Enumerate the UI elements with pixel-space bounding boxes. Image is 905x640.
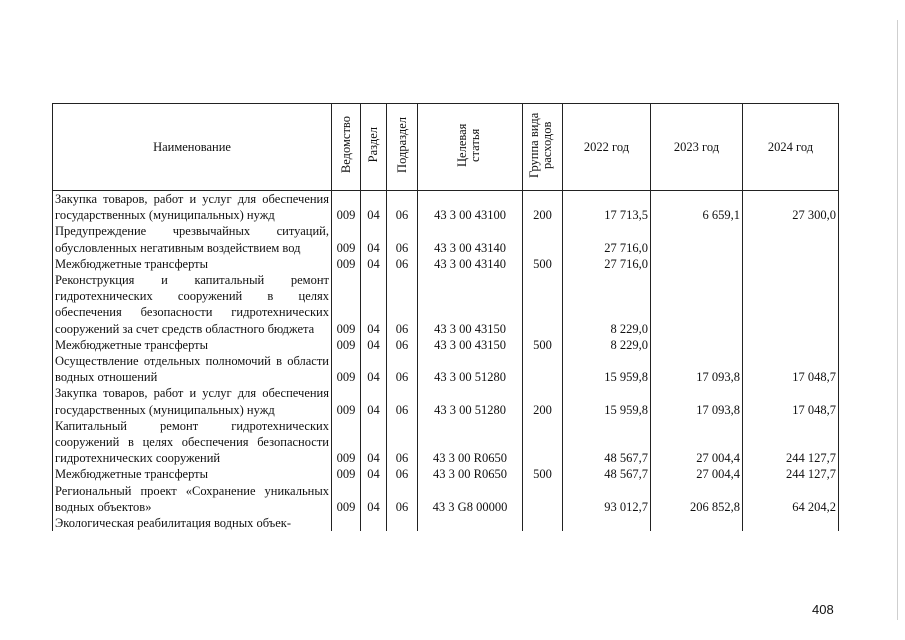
row-gruppa: 500: [523, 256, 563, 272]
row-2023: 6 659,1: [651, 191, 743, 224]
row-2024: [743, 223, 839, 255]
row-vedomstvo: 009: [332, 272, 361, 337]
budget-table: [52, 103, 839, 531]
header-row: [53, 104, 839, 191]
row-gruppa: [523, 353, 563, 385]
row-podrazdel: 06: [387, 272, 418, 337]
row-2023: 27 004,4: [651, 466, 743, 482]
row-2022: 48 567,7: [563, 418, 651, 467]
row-gruppa: 500: [523, 466, 563, 482]
header-celevaya-statya: Целевая статья: [418, 104, 523, 191]
row-name: Экологическая реабилитация водных объек-: [53, 515, 332, 531]
row-podrazdel: 06: [387, 385, 418, 417]
row-name: Межбюджетные трансферты: [53, 256, 332, 272]
row-podrazdel: 06: [387, 418, 418, 467]
row-podrazdel: 06: [387, 191, 418, 224]
row-celevaya-statya: 43 3 00 R0650: [418, 418, 523, 467]
table-row: [53, 418, 839, 467]
row-2024: 17 048,7: [743, 385, 839, 417]
row-2024: 27 300,0: [743, 191, 839, 224]
row-razdel: 04: [361, 256, 387, 272]
table-row: [53, 353, 839, 385]
row-razdel: 04: [361, 272, 387, 337]
header-vedomstvo: Ведомство: [332, 104, 361, 191]
row-podrazdel: [387, 515, 418, 531]
row-name: Региональный проект «Сохранение уникальных водных объектов»: [53, 483, 332, 515]
row-2023: [651, 515, 743, 531]
row-razdel: 04: [361, 466, 387, 482]
row-razdel: 04: [361, 191, 387, 224]
row-2023: [651, 256, 743, 272]
row-2023: 17 093,8: [651, 385, 743, 417]
table-row: [53, 337, 839, 353]
row-2024: [743, 256, 839, 272]
row-razdel: 04: [361, 353, 387, 385]
page-edge-rule: [897, 20, 898, 620]
row-celevaya-statya: [418, 515, 523, 531]
table-row: [53, 256, 839, 272]
row-2022: 27 716,0: [563, 256, 651, 272]
row-vedomstvo: 009: [332, 256, 361, 272]
row-celevaya-statya: 43 3 G8 00000: [418, 483, 523, 515]
row-celevaya-statya: 43 3 00 43150: [418, 272, 523, 337]
row-razdel: 04: [361, 337, 387, 353]
row-2024: 17 048,7: [743, 353, 839, 385]
row-celevaya-statya: 43 3 00 43100: [418, 191, 523, 224]
header-name: Наименование: [53, 104, 332, 191]
row-2024: [743, 272, 839, 337]
row-2023: 206 852,8: [651, 483, 743, 515]
row-2023: [651, 223, 743, 255]
row-name: Закупка товаров, работ и услуг для обеспечения государственных (муниципальных) нужд: [53, 385, 332, 417]
row-2024: 244 127,7: [743, 418, 839, 467]
row-name: Закупка товаров, работ и услуг для обеспечения государственных (муниципальных) нужд: [53, 191, 332, 224]
table-row: [53, 483, 839, 515]
header-2023: 2023 год: [651, 104, 743, 191]
row-2022: 93 012,7: [563, 483, 651, 515]
row-gruppa: [523, 272, 563, 337]
row-vedomstvo: 009: [332, 418, 361, 467]
row-name: Осуществление отдельных полномочий в области водных отношений: [53, 353, 332, 385]
row-name: Капитальный ремонт гидротехнических сооружений в целях обеспечения безопасности гидротехнических сооружений: [53, 418, 332, 467]
page-number: 408: [812, 602, 834, 617]
row-podrazdel: 06: [387, 466, 418, 482]
row-2022: 48 567,7: [563, 466, 651, 482]
row-gruppa: 500: [523, 337, 563, 353]
row-vedomstvo: 009: [332, 483, 361, 515]
row-podrazdel: 06: [387, 353, 418, 385]
row-2023: 17 093,8: [651, 353, 743, 385]
row-celevaya-statya: 43 3 00 43150: [418, 337, 523, 353]
header-2022: 2022 год: [563, 104, 651, 191]
row-razdel: 04: [361, 385, 387, 417]
row-vedomstvo: 009: [332, 191, 361, 224]
row-2022: [563, 515, 651, 531]
row-gruppa: [523, 418, 563, 467]
row-razdel: 04: [361, 483, 387, 515]
row-gruppa: [523, 483, 563, 515]
row-vedomstvo: 009: [332, 223, 361, 255]
row-2022: 8 229,0: [563, 272, 651, 337]
row-2024: [743, 337, 839, 353]
table-row: [53, 385, 839, 417]
row-2022: 17 713,5: [563, 191, 651, 224]
row-name: Предупреждение чрезвычайных ситуаций, обусловленных негативным воздействием вод: [53, 223, 332, 255]
row-razdel: 04: [361, 223, 387, 255]
row-2022: 15 959,8: [563, 385, 651, 417]
row-2023: 27 004,4: [651, 418, 743, 467]
row-name: Межбюджетные трансферты: [53, 337, 332, 353]
row-podrazdel: 06: [387, 337, 418, 353]
row-podrazdel: 06: [387, 483, 418, 515]
row-2023: [651, 337, 743, 353]
row-vedomstvo: [332, 515, 361, 531]
row-2024: 64 204,2: [743, 483, 839, 515]
row-vedomstvo: 009: [332, 385, 361, 417]
table-row: [53, 515, 839, 531]
row-celevaya-statya: 43 3 00 R0650: [418, 466, 523, 482]
table-row: [53, 191, 839, 224]
row-celevaya-statya: 43 3 00 43140: [418, 256, 523, 272]
header-2024: 2024 год: [743, 104, 839, 191]
row-vedomstvo: 009: [332, 353, 361, 385]
row-2023: [651, 272, 743, 337]
row-gruppa: [523, 223, 563, 255]
row-celevaya-statya: 43 3 00 51280: [418, 385, 523, 417]
row-gruppa: 200: [523, 191, 563, 224]
row-2024: [743, 515, 839, 531]
row-vedomstvo: 009: [332, 337, 361, 353]
row-2022: 27 716,0: [563, 223, 651, 255]
header-podrazdel: Подраздел: [387, 104, 418, 191]
table-row: [53, 466, 839, 482]
row-vedomstvo: 009: [332, 466, 361, 482]
row-celevaya-statya: 43 3 00 51280: [418, 353, 523, 385]
table-row: [53, 223, 839, 255]
header-gruppa-vida-rashodov: Группа вида расходов: [523, 104, 563, 191]
row-name: Межбюджетные трансферты: [53, 466, 332, 482]
row-podrazdel: 06: [387, 256, 418, 272]
row-2022: 15 959,8: [563, 353, 651, 385]
row-2024: 244 127,7: [743, 466, 839, 482]
row-name: Реконструкция и капитальный ремонт гидротехнических сооружений в целях обеспечения безопасности гидротехнических сооружений за счет средств областного бюджета: [53, 272, 332, 337]
row-2022: 8 229,0: [563, 337, 651, 353]
header-razdel: Раздел: [361, 104, 387, 191]
row-gruppa: [523, 515, 563, 531]
row-razdel: 04: [361, 418, 387, 467]
row-podrazdel: 06: [387, 223, 418, 255]
row-razdel: [361, 515, 387, 531]
row-gruppa: 200: [523, 385, 563, 417]
row-celevaya-statya: 43 3 00 43140: [418, 223, 523, 255]
table-row: [53, 272, 839, 337]
